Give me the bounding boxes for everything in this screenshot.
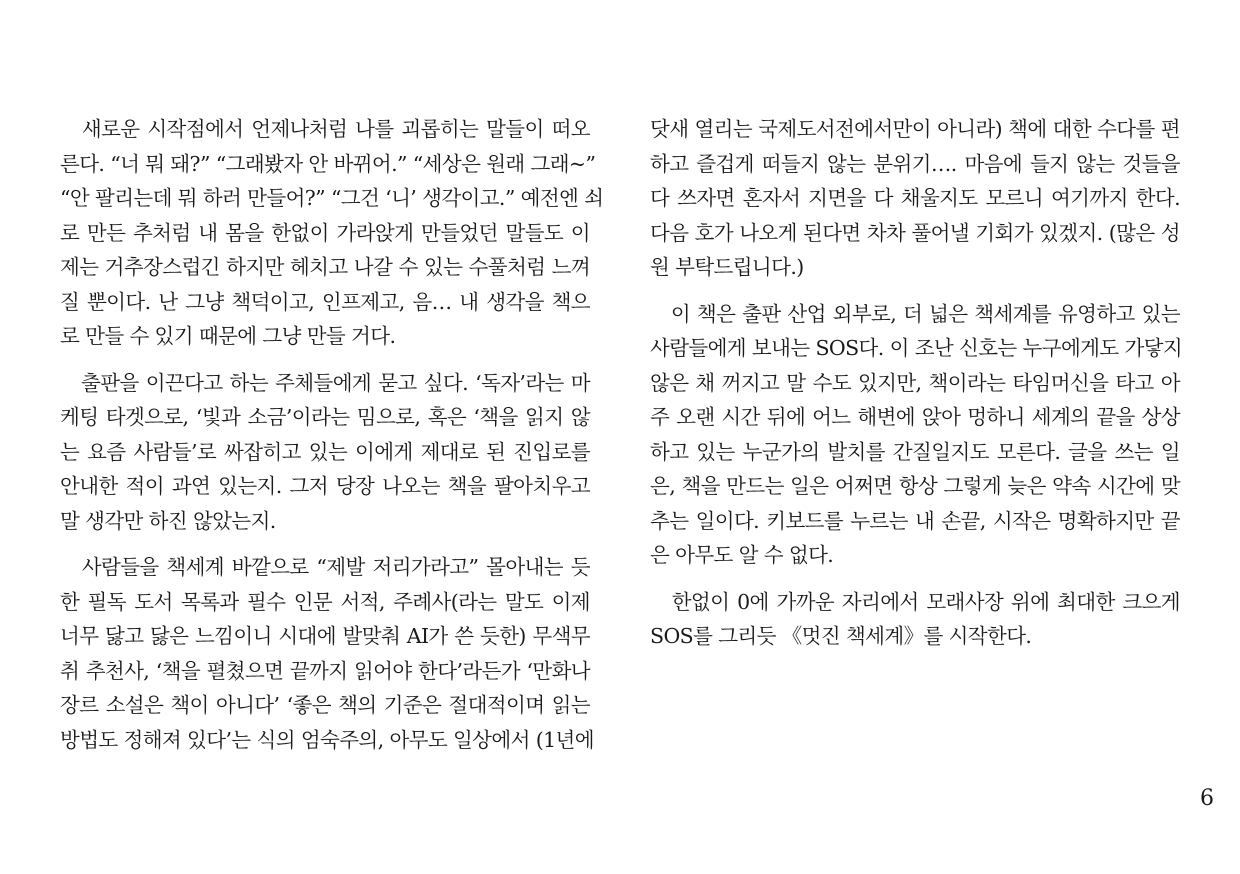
text-line: 추는 일이다. 키보드를 누르는 내 손끝, 시작은 명확하지만 끝 (650, 508, 1180, 533)
text-line: SOS를 그리듯 《멋진 책세계》를 시작한다. (650, 624, 1032, 648)
text-line: 한 필독 도서 목록과 필수 인문 서적, 주례사(라는 말도 이제 (60, 589, 590, 614)
text-line: 다음 호가 나오게 된다면 차차 풀어낼 기회가 있겠지. (많은 성 (650, 220, 1180, 245)
text-line: 출판을 이끈다고 하는 주체들에게 묻고 싶다. ‘독자’라는 마 (60, 370, 590, 395)
right-text-column (650, 112, 1183, 654)
text-line: 않은 채 꺼지고 말 수도 있지만, 책이라는 타임머신을 타고 아 (650, 370, 1180, 395)
text-line: 로 만들 수 있기 때문에 그냥 만들 거다. (60, 324, 396, 348)
text-line: 안내한 적이 과연 있는지. 그저 당장 나오는 책을 팔아치우고 (60, 474, 590, 498)
text-line: 장르 소설은 책이 아니다’ ‘좋은 책의 기준은 절대적이며 읽는 (60, 693, 590, 717)
text-line: 하고 즐겁게 떠들지 않는 분위기…. 마음에 들지 않는 것들을 (650, 151, 1180, 176)
text-line: 너무 닳고 닳은 느낌이니 시대에 발맞춰 AI가 쓴 듯한) 무색무 (60, 624, 590, 648)
text-line: 한없이 0에 가까운 자리에서 모래사장 위에 최대한 크으게 (650, 589, 1180, 614)
page-number: 6 (1200, 786, 1214, 811)
text-line: 른다. “너 뭐 돼?” “그래봤자 안 바뀌어.” “세상은 원래 그래~” (60, 151, 596, 176)
text-line: 사람들에게 보내는 SOS다. 이 조난 신호는 누구에게도 가닿지 (650, 336, 1183, 360)
paragraph (60, 550, 594, 757)
text-line: 취 추천사, ‘책을 펼쳤으면 끝까지 읽어야 한다’라든가 ‘만화나 (60, 658, 590, 683)
text-line: 닷새 열리는 국제도서전에서만이 아니라) 책에 대한 수다를 편 (650, 117, 1180, 141)
text-line: 주 오랜 시간 뒤에 어느 해변에 앉아 멍하니 세계의 끝을 상상 (650, 405, 1180, 429)
text-line: “안 팔리는데 뭐 하러 만들어?” “그건 ‘니’ 생각이고.” 예전엔 쇠 (60, 186, 604, 210)
text-line: 케팅 타겟으로, ‘빛과 소금’이라는 밈으로, 혹은 ‘책을 읽지 않 (60, 405, 590, 429)
paragraph (650, 112, 1180, 285)
text-line: 다 쓰자면 혼자서 지면을 다 채울지도 모르니 여기까지 한다. (650, 186, 1180, 210)
paragraph (60, 366, 590, 539)
text-line: 는 요즘 사람들’로 싸잡히고 있는 이에게 제대로 된 진입로를 (60, 439, 590, 464)
text-line: 질 뿐이다. 난 그냥 책덕이고, 인프제고, 음… 내 생각을 책으 (60, 289, 590, 314)
text-line: 은, 책을 만드는 일은 어쩌면 항상 그렇게 늦은 약속 시간에 맞 (650, 474, 1180, 498)
text-line: 로 만든 추처럼 내 몸을 한없이 가라앉게 만들었던 말들도 이 (60, 220, 590, 245)
text-line: 사람들을 책세계 바깥으로 “제발 저리가라고” 몰아내는 듯 (60, 555, 590, 579)
text-line: 제는 거추장스럽긴 하지만 헤치고 나갈 수 있는 수풀처럼 느껴 (60, 255, 590, 279)
text-line: 하고 있는 누군가의 발치를 간질일지도 모른다. 글을 쓰는 일 (650, 439, 1180, 464)
text-line: 말 생각만 하진 않았는지. (60, 508, 276, 533)
text-line: 새로운 시작점에서 언제나처럼 나를 괴롭히는 말들이 떠오 (60, 117, 590, 141)
left-text-column (60, 112, 604, 757)
text-line: 원 부탁드립니다.) (650, 255, 804, 279)
paragraph (650, 297, 1183, 573)
paragraph (60, 112, 604, 354)
text-line: 이 책은 출판 산업 외부로, 더 넓은 책세계를 유영하고 있는 (650, 301, 1180, 326)
paragraph (650, 585, 1180, 654)
text-line: 방법도 정해져 있다’는 식의 엄숙주의, 아무도 일상에서 (1년에 (60, 727, 594, 752)
text-line: 은 아무도 알 수 없다. (650, 543, 834, 567)
